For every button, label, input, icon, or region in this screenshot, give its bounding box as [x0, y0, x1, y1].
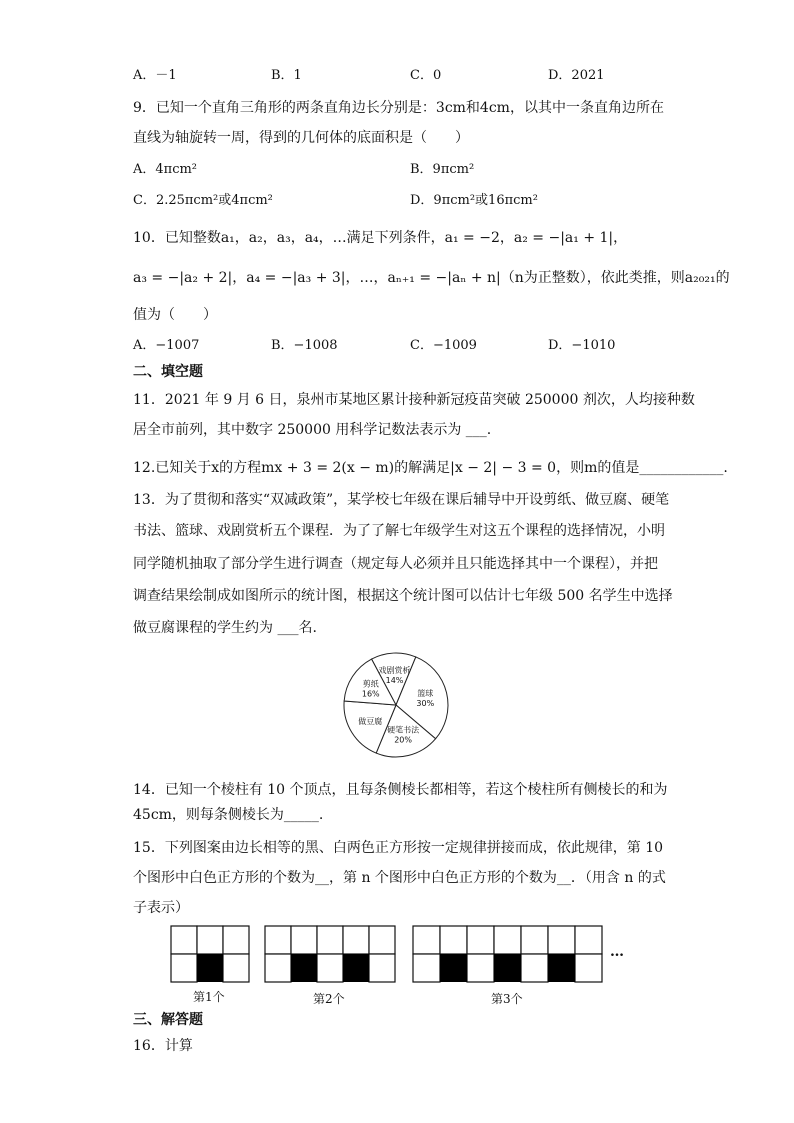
q8-option-d: D．2021: [548, 68, 605, 83]
figure-ellipsis: …: [610, 944, 624, 960]
pattern-figure-1: [170, 925, 252, 983]
q13-line-4: 调查结果绘制成如图所示的统计图，根据这个统计图可以估计七年级 500 名学生中选择: [133, 588, 673, 604]
q9-line-1: 9．已知一个直角三角形的两条直角边长分别是：3cm和4cm，以其中一条直角边所在: [133, 100, 664, 116]
q13-line-5: 做豆腐课程的学生约为 ___名.: [133, 620, 317, 636]
figure-label-3: 第3个: [491, 992, 523, 1006]
section-heading-solve: 三、解答题: [133, 1012, 203, 1028]
q13-line-2: 书法、篮球、戏剧赏析五个课程．为了了解七年级学生对这五个课程的选择情况，小明: [133, 523, 665, 539]
q16-line-1: 16．计算: [133, 1038, 193, 1054]
q15-line-1: 15．下列图案由边长相等的黑、白两色正方形按一定规律拼接而成，依此规律，第 10: [133, 840, 664, 856]
q10-line-3: 值为（ ）: [133, 307, 217, 323]
q9-option-a: A．4πcm²: [133, 162, 198, 177]
q10-option-d: D．−1010: [548, 338, 616, 353]
pattern-figure-2: [264, 925, 399, 983]
q10-line-2: a₃ = −|a₂ + 2|，a₄ = −|a₃ + 3|，…，aₙ₊₁ = −|aₙ + n|（n为正整数），依此类推，则a₂₀₂₁的: [133, 270, 730, 286]
q10-line-1: 10．已知整数a₁，a₂，a₃，a₄，…满足下列条件，a₁ = −2，a₂ = −|a₁ + 1|，: [133, 230, 628, 246]
q10-option-c: C．−1009: [410, 338, 477, 353]
pie-label-3: 做豆腐: [358, 716, 383, 726]
q10-option-a: A．−1007: [133, 338, 200, 353]
pie-label-0: 戏剧赏析: [378, 665, 411, 675]
q15-line-2: 个图形中白色正方形的个数为__，第 n 个图形中白色正方形的个数为__．（用含 n 的式: [133, 870, 666, 886]
pie-value-0: 14%: [385, 675, 404, 685]
q10-option-b: B．−1008: [271, 338, 338, 353]
q11-line-2: 居全市前列，其中数字 250000 用科学记数法表示为 ___.: [133, 422, 492, 438]
pie-value-4: 16%: [361, 689, 380, 699]
pie-label-1: 篮球: [417, 688, 434, 698]
pie-value-2: 20%: [394, 735, 412, 745]
q15-line-3: 子表示）: [133, 900, 189, 916]
q8-option-a: A．－1: [133, 68, 177, 83]
pattern-figure-3: [412, 925, 604, 983]
q9-option-d: D．9πcm²或16πcm²: [410, 193, 538, 208]
q13-line-1: 13．为了贯彻和落实“双减政策”，某学校七年级在课后辅导中开设剪纸、做豆腐、硬笔: [133, 492, 670, 508]
q8-option-c: C．0: [410, 68, 442, 83]
q9-option-c: C．2.25πcm²或4πcm²: [133, 193, 273, 208]
pie-chart: [341, 650, 451, 760]
pie-label-4: 剪纸: [362, 679, 379, 689]
q13-line-3: 同学随机抽取了部分学生进行调查（规定每人必须并且只能选择其中一个课程），并把: [133, 556, 658, 572]
q9-option-b: B．9πcm²: [410, 162, 475, 177]
q14-line-1: 14．已知一个棱柱有 10 个顶点，且每条侧棱长都相等，若这个棱柱所有侧棱长的和为: [133, 782, 668, 798]
q12-line-1: 12.已知关于x的方程mx + 3 = 2(x − m)的解满足|x − 2| − 3 = 0，则m的值是____________.: [133, 460, 728, 476]
q14-line-2: 45cm，则每条侧棱长为_____.: [133, 807, 324, 823]
figure-label-2: 第2个: [313, 992, 345, 1006]
pie-value-1: 30%: [416, 698, 435, 708]
section-heading-fill-blank: 二、填空题: [133, 364, 203, 380]
q9-line-2: 直线为轴旋转一周，得到的几何体的底面积是（ ）: [133, 130, 469, 146]
pie-label-2: 硬笔书法: [387, 725, 420, 735]
q8-option-b: B．1: [271, 68, 302, 83]
figure-label-1: 第1个: [193, 990, 225, 1004]
q11-line-1: 11．2021 年 9 月 6 日，泉州市某地区累计接种新冠疫苗突破 250000 剂次，人均接种数: [133, 392, 695, 408]
